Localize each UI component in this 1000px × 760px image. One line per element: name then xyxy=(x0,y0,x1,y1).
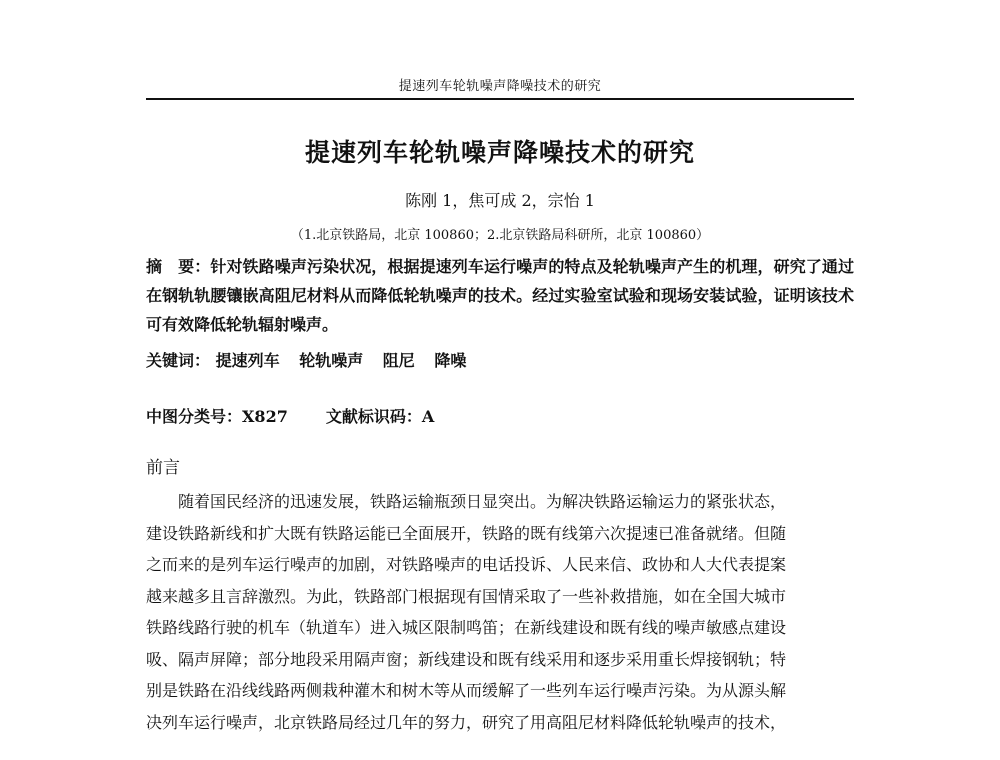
body-line: 铁路线路行驶的机车（轨道车）进入城区限制鸣笛；在新线建设和既有线的噪声敏感点建设 xyxy=(146,618,787,637)
keyword-item: 降噪 xyxy=(434,351,467,370)
keyword-item: 提速列车 xyxy=(215,351,280,370)
abstract-text: 针对铁路噪声污染状况，根据提速列车运行噪声的特点及轮轨噪声产生的机理，研究了通过在钢轨轨腰镶嵌高阻尼材料从而降低轮轨噪声的技术。经过实验室试验和现场安装试验，证明该技术可有效降低轮轨辐射噪声。 xyxy=(146,257,854,334)
paper-authors: 陈刚 1，焦可成 2，宗怡 1 xyxy=(405,191,595,210)
abstract-label: 摘 要： xyxy=(146,257,211,276)
keywords-label: 关键词： xyxy=(146,351,211,370)
body-line: 吸、隔声屏障；部分地段采用隔声窗；新线建设和既有线采用和逐步采用重长焊接钢轨；特 xyxy=(146,649,787,669)
body-line: 别是铁路在沿线线路两侧栽种灌木和树木等从而缓解了一些列车运行噪声污染。为从源头解 xyxy=(146,681,787,700)
body-line: 越来越多且言辞激烈。为此，铁路部门根据现有国情采取了一些补救措施，如在全国大城市 xyxy=(146,586,787,606)
document-code-label: 文献标识码： xyxy=(325,407,422,426)
body-line xyxy=(146,486,854,518)
body-line: 建设铁路新线和扩大既有铁路运能已全面展开，铁路的既有线第六次提速已准备就绪。但随 xyxy=(146,523,787,543)
keyword-item: 阻尼 xyxy=(382,351,415,370)
paper-affiliation: （1.北京铁路局，北京 100860；2.北京铁路局科研所，北京 100860） xyxy=(290,228,710,243)
keywords-block xyxy=(146,349,854,373)
running-header: 提速列车轮轨噪声降噪技术的研究 xyxy=(398,79,602,94)
header-rule xyxy=(146,98,854,100)
paper-title: 提速列车轮轨噪声降噪技术的研究 xyxy=(304,138,695,167)
body-line-text: 随着国民经济的迅速发展，铁路运输瓶颈日显突出。为解决铁路运输运力的紧张状态， xyxy=(178,492,787,511)
classification-line xyxy=(146,405,854,429)
body-line: 决列车运行噪声，北京铁路局经过几年的努力，研究了用高阻尼材料降低轮轨噪声的技术， xyxy=(146,712,787,732)
keyword-item: 轮轨噪声 xyxy=(299,351,364,370)
abstract-block xyxy=(146,252,854,339)
classification-label: 中图分类号： xyxy=(146,407,243,426)
classification-value: X827 xyxy=(242,407,288,426)
document-code-value: A xyxy=(421,407,435,426)
body-line: 之而来的是列车运行噪声的加剧，对铁路噪声的电话投诉、人民来信、政协和人大代表提案 xyxy=(146,555,787,574)
section-heading-preface: 前言 xyxy=(146,458,180,478)
section-body xyxy=(146,486,854,738)
